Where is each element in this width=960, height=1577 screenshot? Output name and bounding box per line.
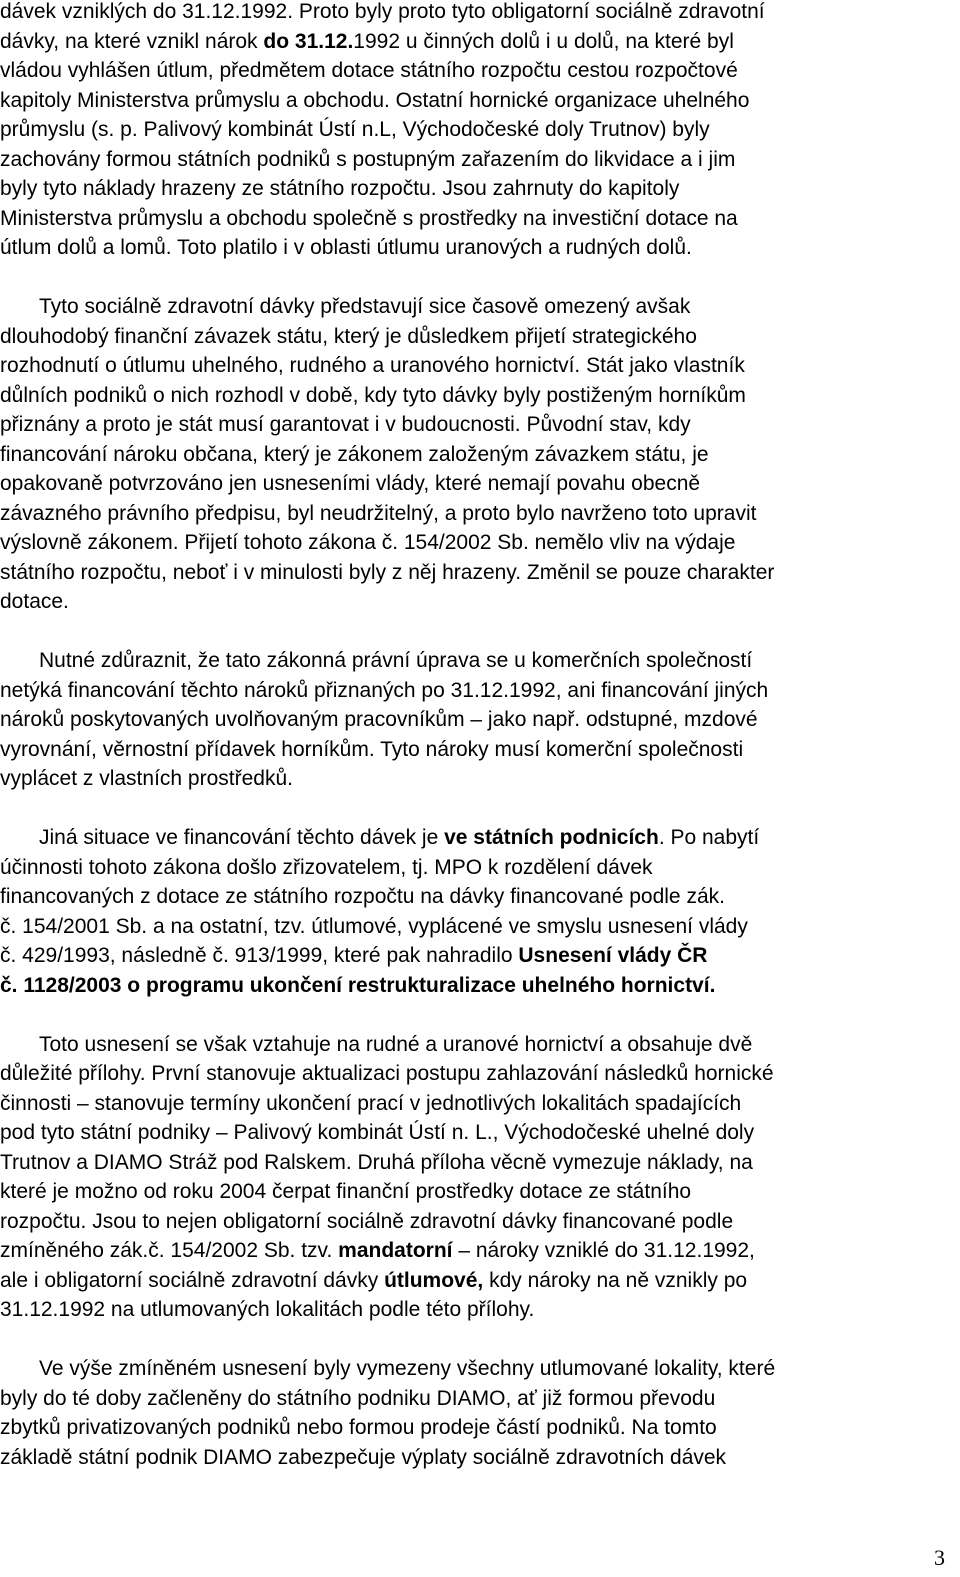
page-number: 3: [934, 1545, 945, 1570]
paragraph-5: [0, 1030, 951, 1325]
text-line: vládou vyhlášen útlum, předmětem dotace státního rozpočtu cestou rozpočtové: [0, 59, 738, 82]
text-line: Tyto sociálně zdravotní dávky představují sice časově omezený avšak: [39, 295, 691, 318]
text-line: dávek vzniklých do 31.12.1992. Proto byly proto tyto obligatorní sociálně zdravotní: [0, 0, 765, 23]
text-line: 31.12.1992 na utlumovaných lokalitách podle této přílohy.: [0, 1298, 535, 1321]
text-line: Jiná situace ve financování těchto dávek je ve státních podnicích. Po nabytí: [39, 826, 760, 849]
paragraph-1: [0, 0, 951, 263]
text-line: rozhodnutí o útlumu uhelného, rudného a uranového hornictví. Stát jako vlastník: [0, 354, 745, 377]
text-line: přiznány a proto je stát musí garantovat i v budoucnosti. Původní stav, kdy: [0, 413, 691, 436]
text-line: důležité přílohy. První stanovuje aktualizaci postupu zahlazování následků hornické: [0, 1062, 774, 1085]
paragraph-6: [0, 1354, 951, 1472]
text-line: byly tyto náklady hrazeny ze státního rozpočtu. Jsou zahrnuty do kapitoly: [0, 177, 680, 200]
text-line: státního rozpočtu, neboť i v minulosti byly z něj hrazeny. Změnil se pouze charakter: [0, 560, 775, 584]
text-line: Nutné zdůraznit, že tato zákonná právní úprava se u komerčních společností: [39, 649, 753, 672]
text-line: účinnosti tohoto zákona došlo zřizovatelem, tj. MPO k rozdělení dávek: [0, 855, 653, 879]
text-line: pod tyto státní podniky – Palivový kombinát Ústí n. L., Východočeské uhelné doly: [0, 1121, 755, 1144]
text-line: závazného právního předpisu, byl neudržitelný, a proto bylo navrženo toto upravit: [0, 501, 757, 525]
text-line: útlum dolů a lomů. Toto platilo i v oblasti útlumu uranových a rudných dolů.: [0, 236, 692, 259]
text-line: vyrovnání, věrnostní přídavek horníkům. Tyto nároky musí komerční společnosti: [0, 737, 744, 761]
text-line: Ve výše zmíněném usnesení byly vymezeny všechny utlumované lokality, které: [39, 1357, 776, 1380]
text-line: netýká financování těchto nároků přiznaných po 31.12.1992, ani financování jiných: [0, 678, 769, 702]
text-line: činnosti – stanovuje termíny ukončení prací v jednotlivých lokalitách spadajících: [0, 1091, 742, 1115]
text-line: které je možno od roku 2004 čerpat finanční prostředky dotace ze státního: [0, 1180, 692, 1203]
text-line: kapitoly Ministerstva průmyslu a obchodu. Ostatní hornické organizace uhelného: [0, 88, 750, 112]
text-line: nároků poskytovaných uvolňovaným pracovníkům – jako např. odstupné, mzdové: [0, 708, 758, 731]
text-line: průmyslu (s. p. Palivový kombinát Ústí n.L, Východočeské doly Trutnov) byly: [0, 118, 710, 141]
paragraph-2: [0, 292, 951, 617]
text-line: opakovaně potvrzováno jen usneseními vlády, které nemají povahu obecně: [0, 472, 701, 495]
text-line: vyplácet z vlastních prostředků.: [0, 767, 293, 790]
text-line: ale i obligatorní sociálně zdravotní dávky útlumové, kdy nároky na ně vznikly po: [0, 1268, 748, 1292]
text-line: rozpočtu. Jsou to nejen obligatorní sociálně zdravotní dávky financované podle: [0, 1209, 734, 1233]
text-line: dotace.: [0, 590, 69, 613]
text-line: základě státní podnik DIAMO zabezpečuje výplaty sociálně zdravotních dávek: [0, 1445, 727, 1469]
text-line: Toto usnesení se však vztahuje na rudné a uranové hornictví a obsahuje dvě: [39, 1032, 753, 1056]
text-line: Ministerstva průmyslu a obchodu společně s prostředky na investiční dotace na: [0, 206, 738, 230]
text-line: č. 154/2001 Sb. a na ostatní, tzv. útlumové, vyplácené ve smyslu usnesení vlády: [0, 914, 748, 938]
text-line: dávky, na které vznikl nárok do 31.12.1992 u činných dolů i u dolů, na které byl: [0, 29, 734, 53]
text-line: financovaných z dotace ze státního rozpočtu na dávky financované podle zák.: [0, 885, 725, 908]
paragraph-3: [0, 646, 951, 794]
paragraph-4: [0, 823, 951, 1000]
text-line: Trutnov a DIAMO Stráž pod Ralskem. Druhá příloha věcně vymezuje náklady, na: [0, 1150, 753, 1174]
text-line: č. 1128/2003 o programu ukončení restrukturalizace uhelného hornictví.: [0, 973, 716, 997]
text-line: zbytků privatizovaných podniků nebo formou prodeje částí podniků. Na tomto: [0, 1416, 717, 1439]
text-line: financování nároku občana, který je zákonem založeným závazkem státu, je: [0, 442, 709, 466]
text-line: výslovně zákonem. Přijetí tohoto zákona č. 154/2002 Sb. nemělo vliv na výdaje: [0, 531, 736, 554]
text-line: č. 429/1993, následně č. 913/1999, které pak nahradilo Usnesení vlády ČR: [0, 944, 708, 967]
text-line: zmíněného zák.č. 154/2002 Sb. tzv. mandatorní – nároky vzniklé do 31.12.1992,: [0, 1239, 755, 1262]
text-line: zachovány formou státních podniků s postupným zařazením do likvidace a i jim: [0, 147, 736, 171]
text-line: byly do té doby začleněny do státního podniku DIAMO, ať již formou převodu: [0, 1386, 716, 1410]
text-line: důlních podniků o nich rozhodl v době, kdy tyto dávky byly postiženým horníkům: [0, 383, 746, 407]
text-line: dlouhodobý finanční závazek státu, který je důsledkem přijetí strategického: [0, 324, 697, 348]
